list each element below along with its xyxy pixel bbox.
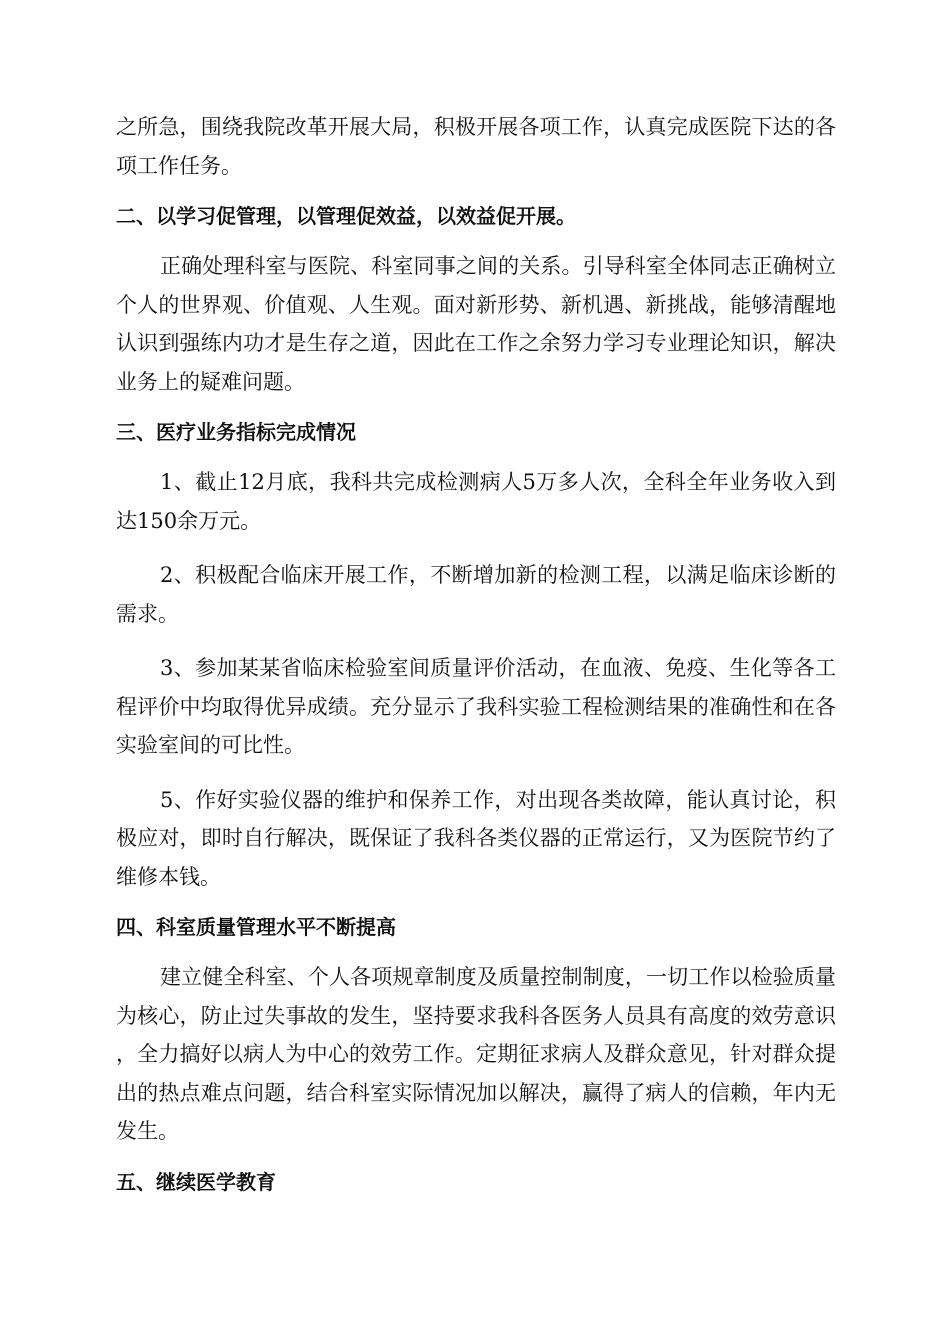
list-item-1: 1、截止12月底，我科共完成检测病人5万多人次，全科全年业务收入到达150余万元。 — [116, 470, 836, 533]
list-item-5: 5、作好实验仪器的维护和保养工作，对出现各类故障，能认真讨论，积极应对，即时自行解决，既保证了我科各类仪器的正常运行，又为医院节约了维修本钱。 — [116, 787, 836, 889]
list-item-3: 3、参加某某省临床检验室间质量评价活动，在血液、免疫、生化等各工程评价中均取得优异成绩。充分显示了我科实验工程检测结果的准确性和在各实验室间的可比性。 — [116, 656, 836, 757]
section-heading-2: 二、以学习促管理，以管理促效益，以效益促开展。 — [116, 204, 576, 228]
paragraph-quality: 建立健全科室、个人各项规章制度及质量控制制度，一切工作以检验质量为核心，防止过失事故的发生，坚持要求我科各医务人员具有高度的效劳意识，全力搞好以病人为中心的效劳工作。定期征求病人及群众意见，针对群众提出的热点难点问题，结合科室实际情况加以解决，赢得了病人的信赖，年内无发生。 — [116, 965, 836, 1143]
list-item-2: 2、积极配合临床开展工作，不断增加新的检测工程，以满足临床诊断的需求。 — [116, 563, 836, 626]
section-heading-4: 四、科室质量管理水平不断提高 — [116, 915, 396, 939]
document-page — [116, 108, 836, 1201]
section-heading-5: 五、继续医学教育 — [116, 1169, 276, 1194]
paragraph-management: 正确处理科室与医院、科室同事之间的关系。引导科室全体同志正确树立个人的世界观、价值观、人生观。面对新形势、新机遇、新挑战，能够清醒地认识到强练内功才是生存之道，因此在工作之余努力学习专业理论知识，解决业务上的疑难问题。 — [116, 254, 836, 394]
section-heading-3: 三、医疗业务指标完成情况 — [116, 420, 356, 444]
paragraph-continuation: 之所急，围绕我院改革开展大局，积极开展各项工作，认真完成医院下达的各项工作任务。 — [116, 115, 836, 178]
